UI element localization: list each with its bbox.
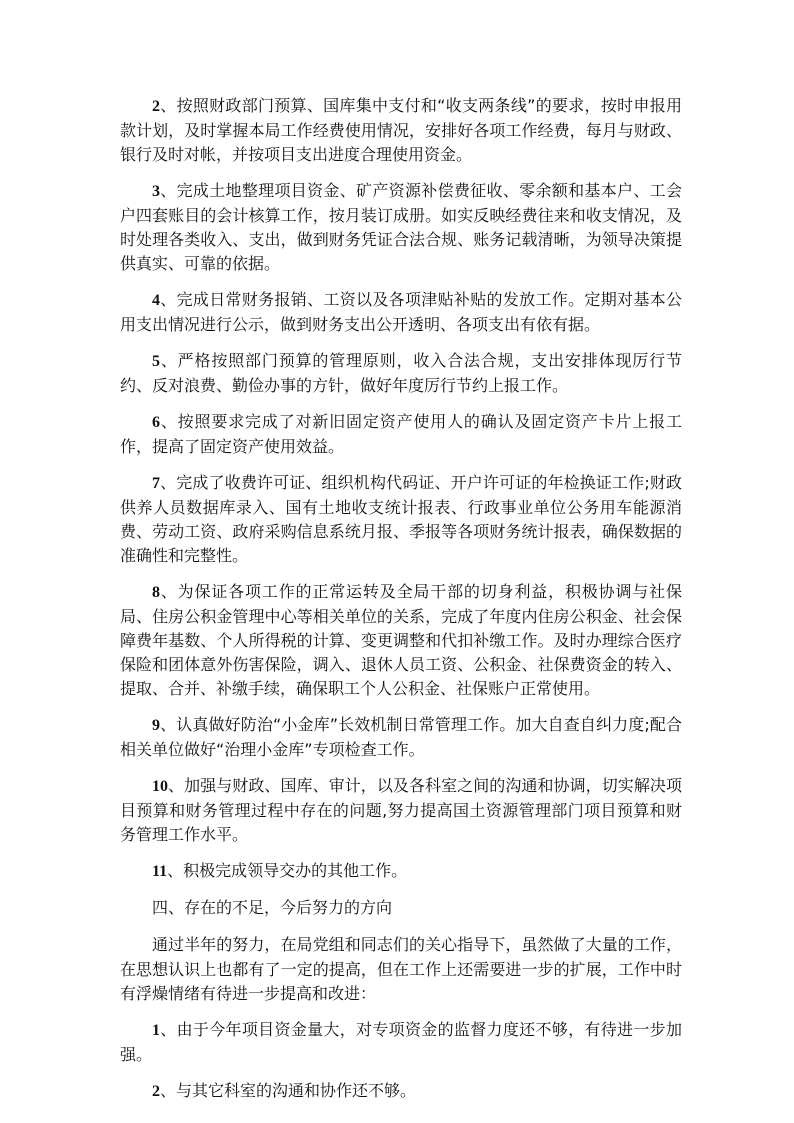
paragraph-number: 6 [152, 414, 160, 431]
paragraph-number: 2 [152, 98, 160, 115]
paragraph-text: 、由于今年项目资金量大，对专项资金的监督力度还不够，有待进一步加强。 [120, 1020, 682, 1064]
paragraph-text: 、加强与财政、国库、审计，以及各科室之间的沟通和协调，切实解决项目预算和财务管理过程中存在的问题,努力提高国土资源管理部门项目预算和财务管理工作水平。 [120, 776, 682, 844]
paragraph-item-11 [120, 859, 682, 884]
paragraph-text: 、完成土地整理项目资金、矿产资源补偿费征收、零余额和基本户、工会户四套账目的会计核算工作，按月装订成册。如实反映经费往来和收支情况，及时处理各类收入、支出，做到财务凭证合法合规、账务记载清晰，为领导决策提供真实、可靠的依据。 [120, 181, 682, 273]
paragraph-item-6 [120, 410, 682, 459]
paragraph-number: 11 [152, 863, 168, 880]
paragraph-text: 、与其它科室的沟通和协作还不够。 [160, 1081, 417, 1100]
shortcoming-item-1 [120, 1018, 682, 1067]
paragraph-number: 9 [152, 717, 160, 734]
paragraph-item-2 [120, 94, 682, 167]
paragraph-item-9 [120, 713, 682, 762]
section-heading-text: 四、存在的不足，今后努力的方向 [152, 898, 393, 917]
paragraph-text: 、按照要求完成了对新旧固定资产使用人的确认及固定资产卡片上报工作，提高了固定资产使用效益。 [120, 412, 682, 456]
paragraph-text: 通过半年的努力，在局党组和同志们的关心指导下，虽然做了大量的工作，在思想认识上也都有了一定的提高，但在工作上还需要进一步的扩展，工作中时有浮燥情绪有待进一步提高和改进： [120, 935, 682, 1003]
paragraph-number: 10 [152, 778, 168, 795]
paragraph-number: 5 [152, 353, 160, 370]
paragraph-text: 、完成了收费许可证、组织机构代码证、开户许可证的年检换证工作;财政供养人员数据库录入、国有土地收支统计报表、行政事业单位公务用车能源消费、劳动工资、政府采购信息系统月报、季报等各项财务统计报表，确保数据的准确性和完整性。 [120, 473, 682, 565]
paragraph-item-10 [120, 774, 682, 847]
paragraph-text: 、为保证各项工作的正常运转及全局干部的切身利益，积极协调与社保局、住房公积金管理中心等相关单位的关系，完成了年度内住房公积金、社会保障费年基数、个人所得税的计算、变更调整和代扣补缴工作。及时办理综合医疗保险和团体意外伤害保险，调入、退休人员工资、公积金、社保费资金的转入、提取、合并、补缴手续，确保职工个人公积金、社保账户正常使用。 [120, 582, 682, 698]
paragraph-number: 1 [152, 1022, 160, 1039]
paragraph-number: 2 [152, 1083, 160, 1100]
paragraph-text: 、积极完成领导交办的其他工作。 [167, 861, 408, 880]
paragraph-number: 3 [152, 183, 160, 200]
paragraph-text: 、完成日常财务报销、工资以及各项津贴补贴的发放工作。定期对基本公用支出情况进行公示，做到财务支出公开透明、各项支出有依有据。 [120, 290, 682, 334]
paragraph-item-5 [120, 349, 682, 398]
paragraph-number: 4 [152, 292, 160, 309]
paragraph-text: 、严格按照部门预算的管理原则，收入合法合规，支出安排体现厉行节约、反对浪费、勤俭办事的方针，做好年度厉行节约上报工作。 [120, 351, 682, 395]
paragraph-text: 、按照财政部门预算、国库集中支付和“收支两条线”的要求，按时申报用款计划，及时掌握本局工作经费使用情况，安排好各项工作经费，每月与财政、银行及时对帐，并按项目支出进度合理使用资金。 [120, 96, 682, 164]
paragraph-number: 8 [152, 584, 160, 601]
paragraph-item-4 [120, 288, 682, 337]
paragraph-item-8 [120, 580, 682, 701]
paragraph-item-7 [120, 471, 682, 568]
shortcoming-item-2 [120, 1079, 682, 1104]
document-body [120, 94, 682, 1116]
section-heading [120, 896, 682, 921]
paragraph-text: 、认真做好防治“小金库”长效机制日常管理工作。加大自查自纠力度;配合相关单位做好“治理小金库”专项检查工作。 [120, 715, 682, 759]
paragraph-number: 7 [152, 475, 160, 492]
summary-paragraph [120, 933, 682, 1006]
paragraph-item-3 [120, 179, 682, 276]
